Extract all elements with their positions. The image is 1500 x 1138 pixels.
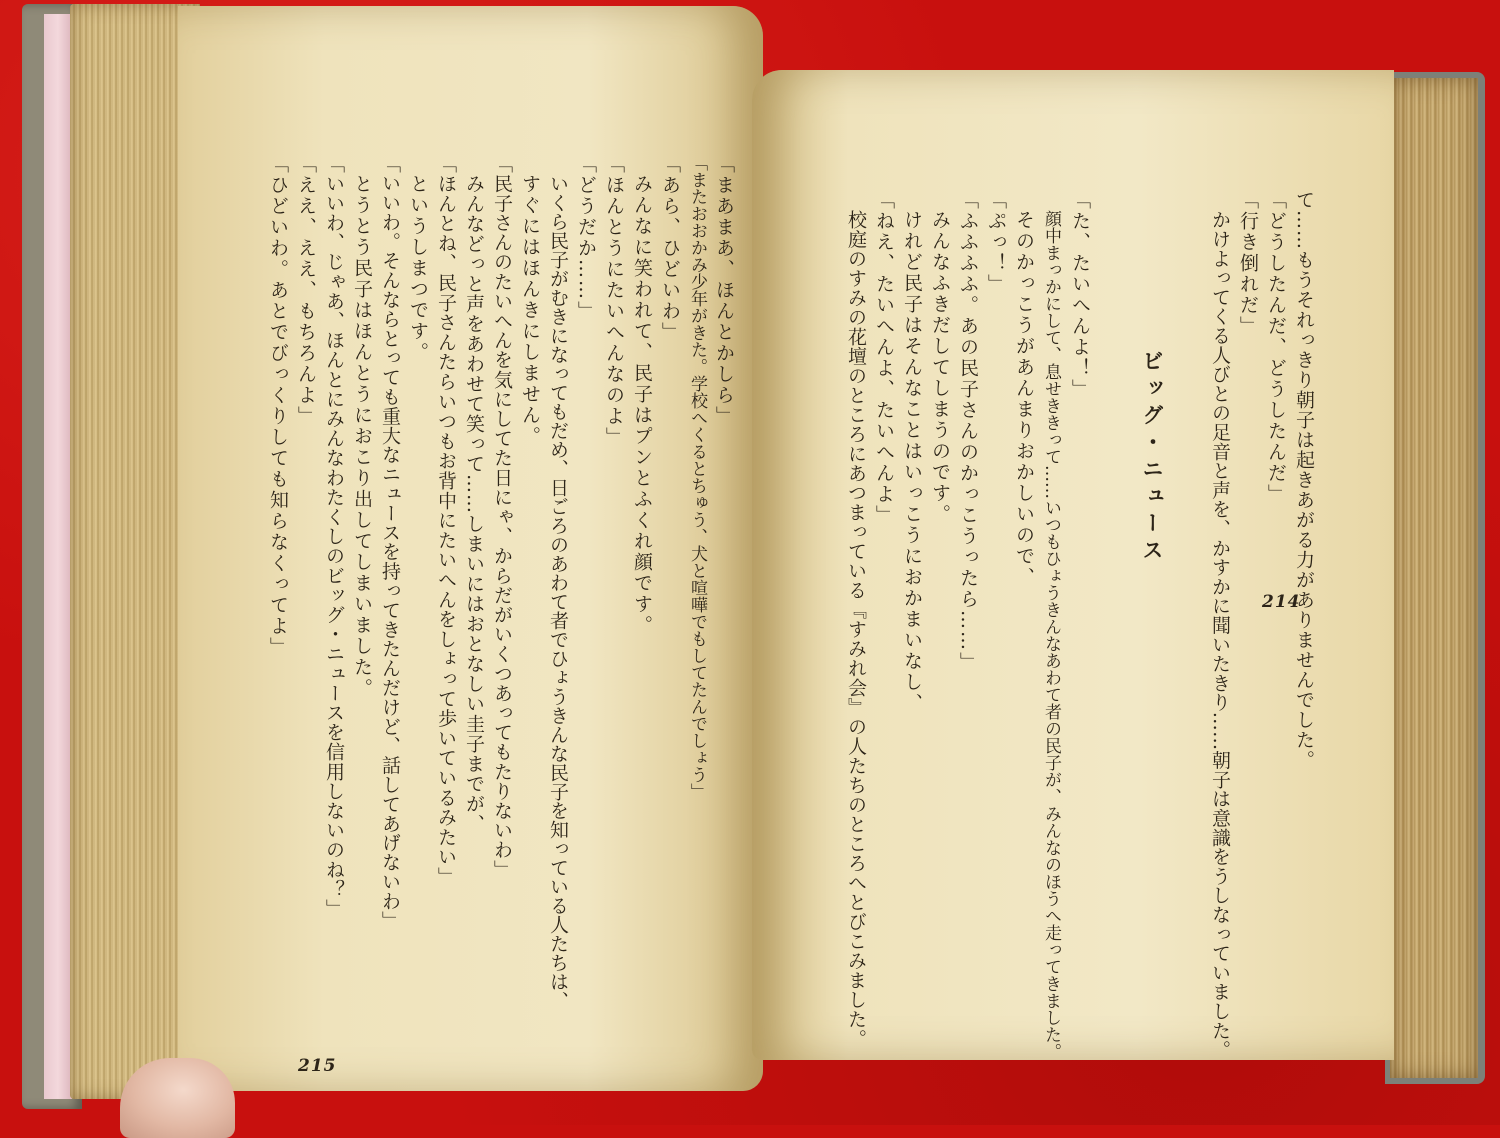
page-edges-right [1390,78,1478,1078]
text-line: 「またおおかみ少年がきた。学校へくるとちゅう、犬と喧嘩でもしてたんでしょう」 [687,154,707,800]
thumb [120,1058,235,1138]
text-line: 「まあまあ、ほんとかしら」 [713,154,735,427]
text-line: 「ええ、ええ、もちろんよ」 [295,154,317,427]
text-line: みんなどっと声をあわせて笑って……しまいにはおとなしい圭子までが、 [463,174,485,834]
chapter-heading: ビッグ・ニュース [1140,350,1165,566]
text-line: 「民子さんのたいへんを気にしてた日にゃ、からだがいくつあってもたりないわ」 [491,154,513,880]
page-number-right: 214 [1262,592,1301,612]
text-line: 「行き倒れだ」 [1237,190,1259,337]
text-line: 「ねえ、たいへんよ、たいへんよ」 [873,190,895,526]
right-page [752,70,1394,1060]
text-line: 「ほんとうにたいへんなのよ」 [603,154,625,448]
text-line: 「ふふふふ。あの民子さんのかっこうったら……」 [957,190,979,673]
text-line: 「どうしたんだ、どうしたんだ」 [1265,190,1287,505]
page-number-left: 215 [298,1056,337,1076]
text-line: そのかっこうがあんまりおかしいので、 [1013,210,1035,588]
text-line: とうとう民子はほんとうにおこり出してしまいました。 [351,174,373,699]
text-line: いくら民子がむきになってもだめ、日ごろのあわて者でひょうきんな民子を知っている人たちは、 [547,174,569,1010]
text-line: というしまつです。 [407,174,429,363]
text-line: 「いいわ。そんならとっても重大なニュースを持ってきたんだけど、話してあげないわ」 [379,154,401,930]
left-page [178,6,763,1091]
text-line: 顔中まっかにして、息せききって……いつもひょうきんなあわて者の民子が、みんなのほうへ走ってきました。 [1041,210,1061,1060]
text-line: けれど民子はそんなことはいっこうにおかまいなし、 [901,210,923,714]
text-line: 「た、たいへんよ！」 [1069,190,1091,400]
text-line: 校庭のすみの花壇のところにあつまっている『すみれ会』の人たちのところへとびこみました。 [845,210,867,1049]
pink-endpaper [44,14,72,1099]
text-line: 「ぷっ！」 [985,190,1007,295]
text-line: 「どうだか……」 [575,154,597,322]
text-line: 「あら、ひどいわ」 [659,154,681,343]
text-line: 「ひどいわ。あとでびっくりしても知らなくってよ」 [267,154,289,658]
text-line: て……もうそれっきり朝子は起きあがる力がありませんでした。 [1293,190,1315,770]
text-line: 「ほんとね、民子さんたらいつもお背中にたいへんをしょって歩いているみたい」 [435,154,457,887]
text-line: みんなふきだしてしまうのです。 [929,210,951,525]
text-line: すぐにはほんきにしません。 [519,174,541,447]
text-line: みんなに笑われて、民子はプンとふくれ顔です。 [631,174,653,636]
text-line: かけよってくる人びとの足音と声を、かすかに聞いたきり……朝子は意識をうしなっていました。 [1209,210,1231,1060]
text-line: 「いいわ、じゃあ、ほんとにみんなわたくしのビッグ・ニュースを信用しないのね？」 [323,154,345,919]
